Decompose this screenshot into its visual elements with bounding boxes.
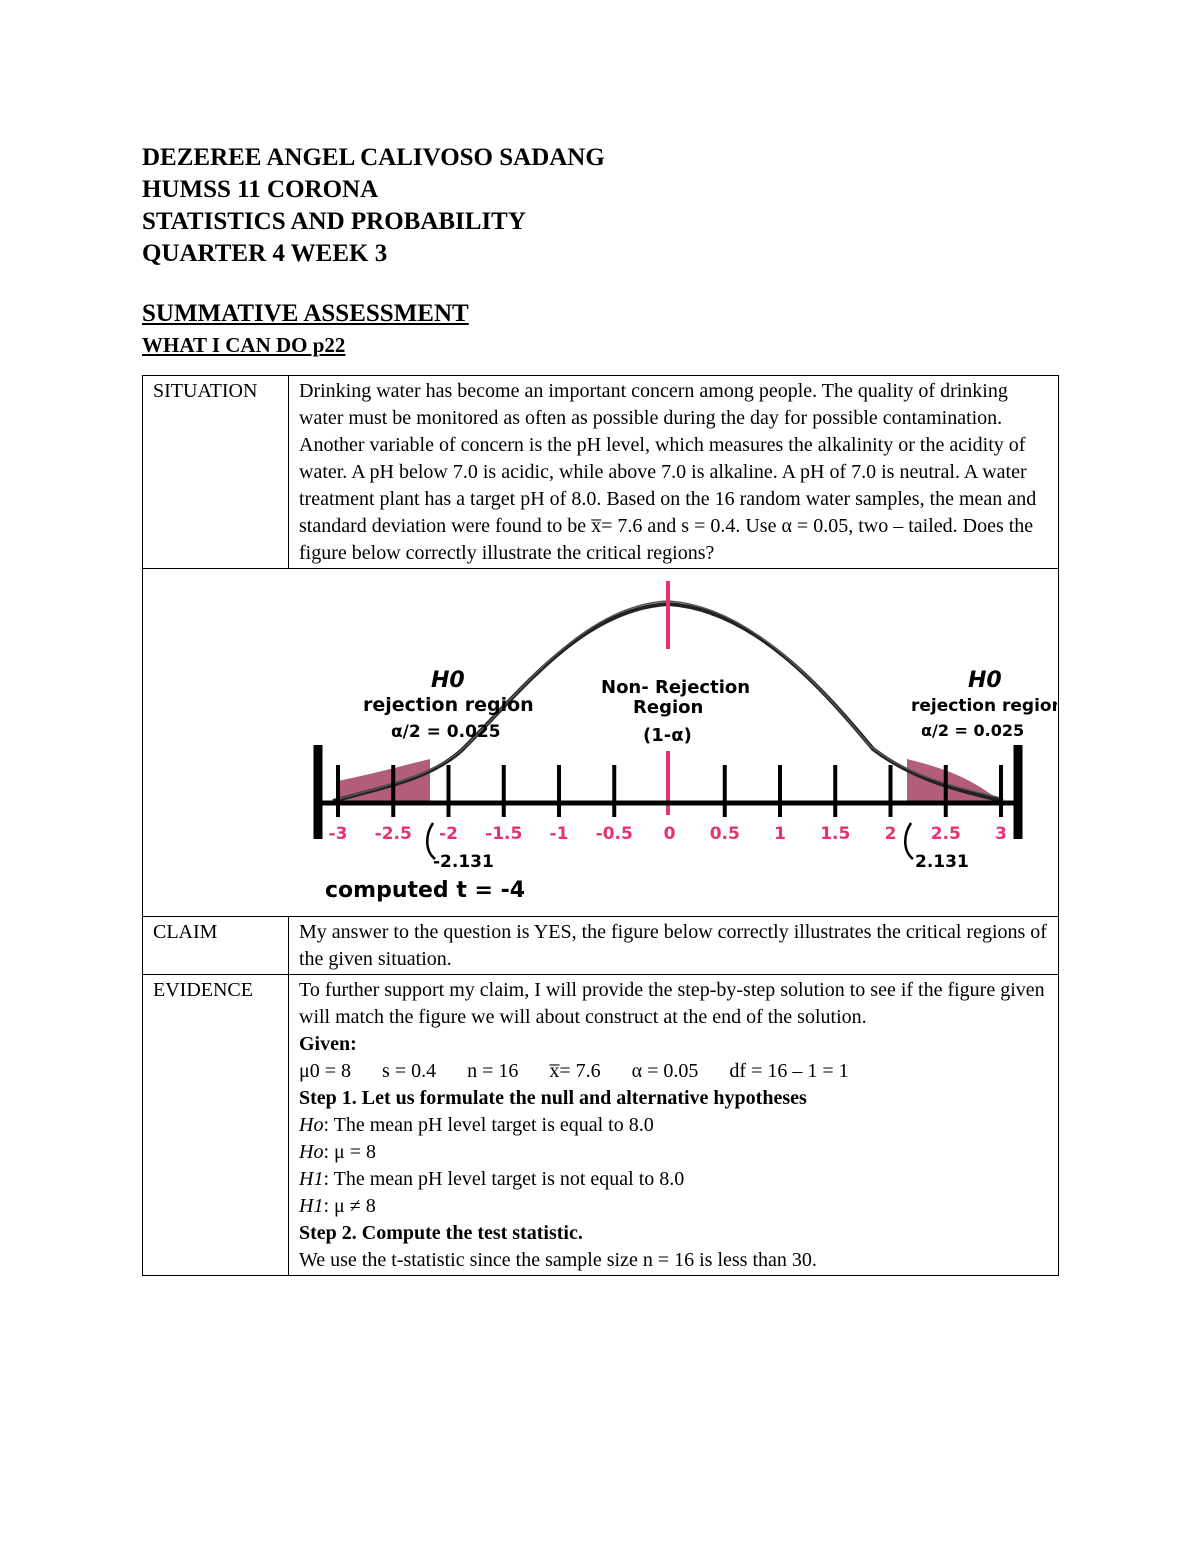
section-title: SUMMATIVE ASSESSMENT [142, 300, 469, 327]
claim-row [143, 917, 1059, 975]
given-values [299, 1058, 1049, 1085]
evidence-row [143, 975, 1059, 1276]
left-critical-label: -2.131 [433, 852, 494, 872]
h0-symbol: Ho [299, 1141, 324, 1163]
axis-tick-label: -1 [549, 824, 569, 844]
right-alpha-label: α/2 = 0.025 [921, 721, 1025, 740]
given-mu0: μ0 = 8 [299, 1060, 352, 1082]
h1-text: : The mean pH level target is not equal to 8.0 [323, 1168, 685, 1190]
right-h0-label: H0 [968, 668, 1002, 693]
axis-tick-label: -3 [328, 824, 348, 844]
given-alpha: α = 0.05 [631, 1060, 699, 1082]
claim-label: CLAIM [143, 917, 289, 975]
axis-tick-label: -0.5 [595, 824, 633, 844]
h0-eq: : μ = 8 [323, 1141, 377, 1163]
right-critical-bracket [905, 823, 913, 859]
h1-equation [299, 1193, 1049, 1220]
t-distribution-figure [143, 569, 1057, 908]
situation-row [143, 376, 1059, 569]
h0-equation [299, 1139, 1049, 1166]
situation-label: SITUATION [143, 376, 289, 569]
evidence-content [289, 975, 1059, 1276]
axis-tick-label: 2 [884, 824, 897, 844]
student-name: DEZEREE ANGEL CALIVOSO SADANG [142, 144, 605, 171]
class-section: HUMSS 11 CORONA [142, 176, 379, 203]
axis-tick-label: -1.5 [485, 824, 523, 844]
axis-tick-label: -2.5 [374, 824, 412, 844]
figure-row [143, 569, 1059, 917]
h1-symbol: H1 [299, 1168, 324, 1190]
claim-text: My answer to the question is YES, the figure below correctly illustrates the critical regions of the given situation. [289, 917, 1059, 975]
axis-tick-label: 0 [663, 824, 676, 844]
computed-t-label: computed t = -4 [325, 878, 526, 903]
right-region-label: rejection region [911, 696, 1057, 716]
left-region-label: rejection region [363, 694, 534, 716]
axis-tick-label: 2.5 [930, 824, 961, 844]
h1-symbol: H1 [299, 1195, 324, 1217]
document-header [142, 142, 605, 270]
sub-title: WHAT I CAN DO p22 [142, 333, 346, 357]
evidence-label: EVIDENCE [143, 975, 289, 1276]
axis-tick-label: 0.5 [709, 824, 740, 844]
given-n: n = 16 [467, 1060, 519, 1082]
axis-tick-label: 1 [774, 824, 786, 844]
center-region: Region [633, 697, 704, 718]
step2-text: We use the t-statistic since the sample size n = 16 is less than 30. [299, 1249, 817, 1271]
step1-title: Step 1. Let us formulate the null and alternative hypotheses [299, 1087, 807, 1109]
given-label: Given: [299, 1033, 357, 1055]
right-critical-label: 2.131 [915, 852, 969, 872]
axis-tick-label: 3 [995, 824, 1007, 844]
figure-cell [143, 569, 1059, 917]
axis-tick-label: -2 [439, 824, 458, 844]
h1-eq: : μ ≠ 8 [323, 1195, 376, 1217]
left-alpha-label: α/2 = 0.025 [391, 722, 501, 742]
subject: STATISTICS AND PROBABILITY [142, 208, 526, 235]
center-alpha: (1-α) [643, 725, 692, 746]
assessment-table [142, 375, 1059, 1276]
h0-text: : The mean pH level target is equal to 8.0 [323, 1114, 654, 1136]
h1-statement [299, 1166, 1049, 1193]
left-h0-label: H0 [431, 668, 465, 693]
given-xbar: x̅= 7.6 [549, 1060, 601, 1082]
evidence-intro: To further support my claim, I will provide the step-by-step solution to see if the figure given will match the figure we will about construct at the end of the solution. [299, 979, 1045, 1028]
quarter-week: QUARTER 4 WEEK 3 [142, 240, 388, 267]
situation-text: Drinking water has become an important concern among people. The quality of drinking water must be monitored as often as possible during the day for possible contamination. Another variable of concern is the pH level, which measures the alkalinity or the acidity of water. A pH below 7.0 is acidic, while above 7.0 is alkaline. A pH of 7.0 is neutral. A water treatment plant has a target pH of 8.0. Based on the 16 random water samples, the mean and standard deviation were found to be x̅= 7.6 and s = 0.4. Use α = 0.05, two – tailed. Does the figure below correctly illustrate the critical regions? [289, 376, 1059, 569]
h0-symbol: Ho [299, 1114, 324, 1136]
axis-tick-label: 1.5 [820, 824, 851, 844]
h0-statement [299, 1112, 1049, 1139]
center-title: Non- Rejection [601, 677, 751, 698]
step2-title: Step 2. Compute the test statistic. [299, 1222, 583, 1244]
given-s: s = 0.4 [382, 1060, 437, 1082]
given-df: df = 16 – 1 = 1 [729, 1060, 849, 1082]
